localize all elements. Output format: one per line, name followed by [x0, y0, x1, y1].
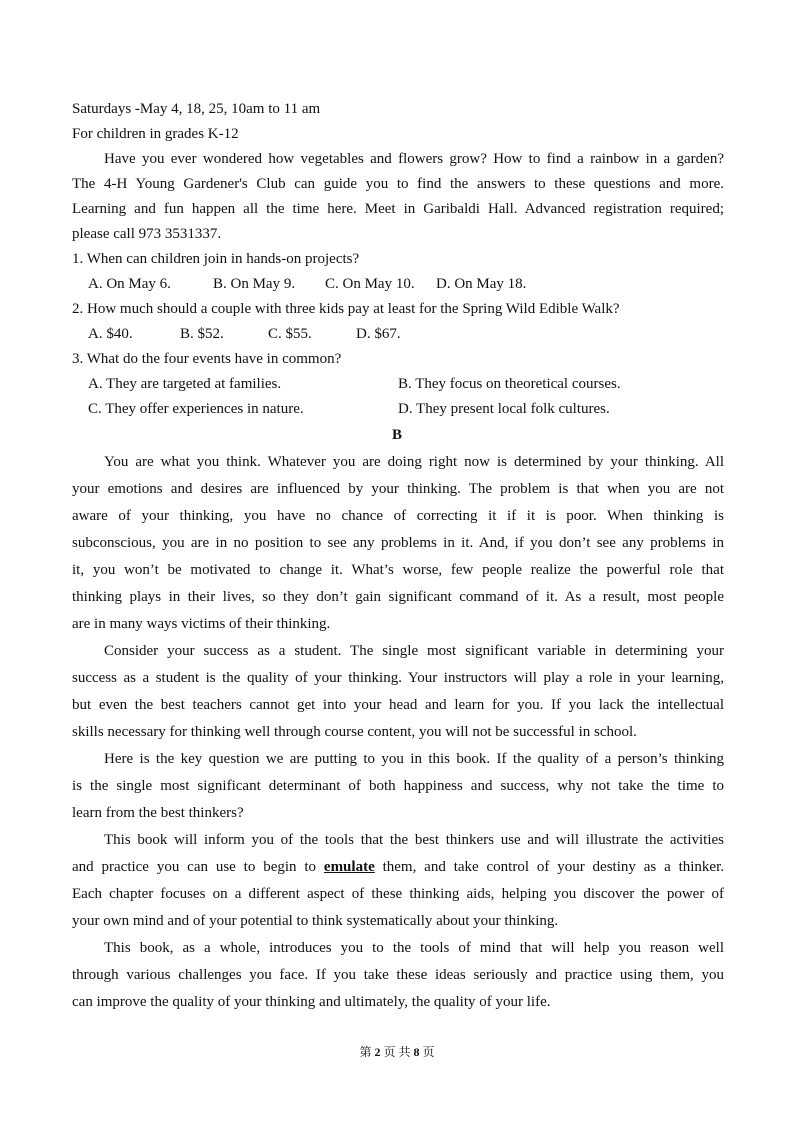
passage-line: can improve the quality of your thinking and ultimately, the quality of your life.	[72, 994, 551, 1010]
passage-line: Here is the key question we are putting to you in this book. If the quality of a person’s thinking	[104, 751, 724, 767]
passage-line: Each chapter focuses on a different aspect of these thinking aids, helping you discover the power of	[72, 886, 724, 902]
event-paragraph-line: Learning and fun happen all the time here. Meet in Garibaldi Hall. Advanced registration required;	[72, 201, 724, 217]
question-2-option-a: A. $40.	[88, 326, 133, 342]
footer-middle: 页 共	[383, 1045, 411, 1059]
passage-line: This book will inform you of the tools that the best thinkers use and will illustrate the activities	[104, 832, 724, 848]
question-1-option-c: C. On May 10.	[325, 276, 415, 292]
passage-line-with-emphasis	[72, 859, 724, 876]
event-paragraph-line: Have you ever wondered how vegetables and flowers grow? How to find a rainbow in a garden?	[104, 151, 724, 167]
passage-line: thinking plays in their lives, so they don’t gain significant command of it. As a result, most people	[72, 589, 724, 605]
emphasized-word: emulate	[323, 859, 375, 875]
question-2-option-d: D. $67.	[356, 326, 401, 342]
event-paragraph-line: The 4-H Young Gardener's Club can guide you to find the answers to these questions and more.	[72, 176, 724, 192]
total-page-count: 8	[413, 1045, 420, 1059]
question-1-option-d: D. On May 18.	[436, 276, 527, 292]
passage-line: success as a student is the quality of your thinking. Your instructors will play a role in your learning,	[72, 670, 724, 686]
question-3-option-c: C. They offer experiences in nature.	[88, 401, 304, 417]
event-audience: For children in grades K-12	[72, 126, 239, 142]
passage-line: This book, as a whole, introduces you to the tools of mind that will help you reason well	[104, 940, 724, 956]
question-2-option-b: B. $52.	[180, 326, 224, 342]
question-2-option-c: C. $55.	[268, 326, 312, 342]
question-1-stem: 1. When can children join in hands-on projects?	[72, 251, 360, 267]
passage-line: You are what you think. Whatever you are doing right now is determined by your thinking. All	[104, 454, 724, 470]
passage-line: Consider your success as a student. The single most significant variable in determining your	[104, 643, 724, 659]
question-3-option-d: D. They present local folk cultures.	[398, 401, 610, 417]
page-footer	[0, 1043, 794, 1060]
passage-text: them, and take control of your destiny as a thinker.	[382, 859, 725, 875]
section-b-heading: B	[391, 427, 402, 443]
passage-line: subconscious, you are in no position to see any problems in it. And, if you don’t see any problems in	[72, 535, 724, 551]
question-3-option-a: A. They are targeted at families.	[88, 376, 282, 392]
passage-line: your emotions and desires are influenced by your thinking. The problem is that when you are not	[72, 481, 724, 497]
passage-line: aware of your thinking, you have no chance of correcting it if it is poor. When thinking is	[72, 508, 724, 524]
passage-line: it, you won’t be motivated to change it. What’s worse, few people realize the powerful role that	[72, 562, 724, 578]
question-1-option-a: A. On May 6.	[88, 276, 171, 292]
question-3-option-b: B. They focus on theoretical courses.	[398, 376, 621, 392]
passage-line: skills necessary for thinking well through course content, you will not be successful in school.	[72, 724, 637, 740]
passage-line: through various challenges you face. If you take these ideas seriously and practice using them, you	[72, 967, 724, 983]
footer-prefix: 第	[359, 1045, 372, 1059]
event-paragraph-line: please call 973 3531337.	[72, 226, 222, 242]
passage-line: are in many ways victims of their thinking.	[72, 616, 331, 632]
current-page-number: 2	[374, 1045, 381, 1059]
passage-line: learn from the best thinkers?	[72, 805, 244, 821]
footer-suffix: 页	[422, 1045, 435, 1059]
question-1-option-b: B. On May 9.	[213, 276, 296, 292]
passage-text: and practice you can use to begin to	[72, 859, 317, 875]
passage-line: your own mind and of your potential to think systematically about your thinking.	[72, 913, 559, 929]
passage-line: but even the best teachers cannot get into your head and learn for you. If you lack the intellectual	[72, 697, 724, 713]
question-2-stem: 2. How much should a couple with three kids pay at least for the Spring Wild Edible Walk?	[72, 301, 620, 317]
event-schedule: Saturdays -May 4, 18, 25, 10am to 11 am	[72, 101, 321, 117]
question-3-stem: 3. What do the four events have in common?	[72, 351, 342, 367]
passage-line: is the single most significant determinant of both happiness and success, why not take the time to	[72, 778, 724, 794]
